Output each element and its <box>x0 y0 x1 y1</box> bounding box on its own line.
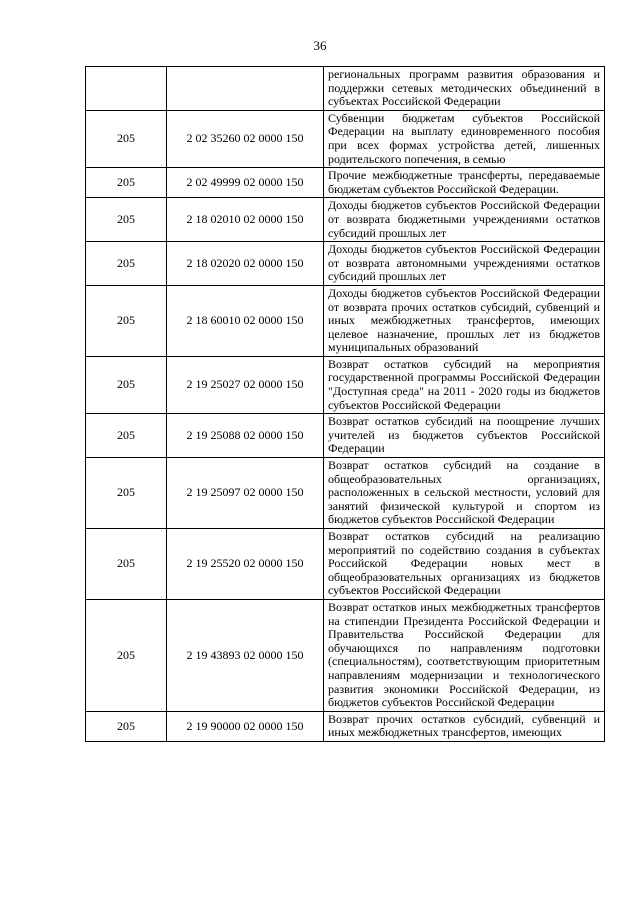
table-body <box>86 67 605 742</box>
admin-code-cell: 205 <box>86 599 167 711</box>
admin-code-cell: 205 <box>86 168 167 198</box>
admin-code-cell: 205 <box>86 711 167 741</box>
budget-classification-code-cell: 2 19 25097 02 0000 150 <box>167 458 324 529</box>
budget-classification-code-cell: 2 18 02010 02 0000 150 <box>167 198 324 242</box>
admin-code-cell <box>86 67 167 111</box>
revenue-name-cell: Доходы бюджетов субъектов Российской Федерации от возврата прочих остатков субсидий, субвенций и иных межбюджетных трансфертов, имеющих целевое назначение, прошлых лет из бюджетов муниципальных образований <box>324 285 605 356</box>
budget-classification-code-cell: 2 02 35260 02 0000 150 <box>167 110 324 167</box>
revenue-name-cell: Прочие межбюджетные трансферты, передаваемые бюджетам субъектов Российской Федерации. <box>324 168 605 198</box>
revenue-codes-table <box>85 66 605 742</box>
table-row <box>86 110 605 167</box>
budget-classification-code-cell: 2 18 60010 02 0000 150 <box>167 285 324 356</box>
revenue-name-cell: Возврат остатков субсидий на реализацию мероприятий по содействию создания в субъектах Российской Федерации новых мест в общеобразовательных организациях из бюджетов субъектов Российской Федерации <box>324 529 605 600</box>
table-row <box>86 599 605 711</box>
revenue-name-cell: Возврат остатков субсидий на поощрение лучших учителей из бюджетов субъектов Российской Федерации <box>324 414 605 458</box>
admin-code-cell: 205 <box>86 529 167 600</box>
table-row <box>86 414 605 458</box>
revenue-name-cell: Доходы бюджетов субъектов Российской Федерации от возврата автономными учреждениями остатков субсидий прошлых лет <box>324 242 605 286</box>
budget-classification-code-cell: 2 18 02020 02 0000 150 <box>167 242 324 286</box>
revenue-name-cell: региональных программ развития образования и поддержки сетевых методических объединений в субъектах Российской Федерации <box>324 67 605 111</box>
revenue-name-cell: Возврат остатков иных межбюджетных трансфертов на стипендии Президента Российской Федерации и Правительства Российской Федерации для обучающихся по направлениям подготовки (специальностям), соответствующим приоритетным направлениям модернизации и технологического развития экономики Российской Федерации, из бюджетов субъектов Российской Федерации <box>324 599 605 711</box>
page-number: 36 <box>313 38 327 53</box>
table-row <box>86 458 605 529</box>
admin-code-cell: 205 <box>86 414 167 458</box>
budget-classification-code-cell: 2 19 25027 02 0000 150 <box>167 356 324 413</box>
revenue-name-cell: Возврат остатков субсидий на создание в общеобразовательных организациях, расположенных в сельской местности, условий для занятий физической культурой и спортом из бюджетов субъектов Российской Федерации <box>324 458 605 529</box>
revenue-name-cell: Субвенции бюджетам субъектов Российской Федерации на выплату единовременного пособия при всех формах устройства детей, лишенных родительского попечения, в семью <box>324 110 605 167</box>
revenue-name-cell: Доходы бюджетов субъектов Российской Федерации от возврата бюджетными учреждениями остатков субсидий прошлых лет <box>324 198 605 242</box>
table-row <box>86 711 605 741</box>
budget-classification-code-cell: 2 19 43893 02 0000 150 <box>167 599 324 711</box>
table-row <box>86 529 605 600</box>
revenue-name-cell: Возврат остатков субсидий на мероприятия государственной программы Российской Федерации "Доступная среда" на 2011 - 2020 годы из бюджетов субъектов Российской Федерации <box>324 356 605 413</box>
budget-classification-code-cell: 2 02 49999 02 0000 150 <box>167 168 324 198</box>
table-row <box>86 168 605 198</box>
admin-code-cell: 205 <box>86 285 167 356</box>
admin-code-cell: 205 <box>86 198 167 242</box>
budget-classification-code-cell: 2 19 25520 02 0000 150 <box>167 529 324 600</box>
table-row <box>86 285 605 356</box>
admin-code-cell: 205 <box>86 242 167 286</box>
admin-code-cell: 205 <box>86 458 167 529</box>
table-row <box>86 356 605 413</box>
budget-classification-code-cell: 2 19 25088 02 0000 150 <box>167 414 324 458</box>
table-row <box>86 198 605 242</box>
table-row <box>86 67 605 111</box>
budget-classification-code-cell <box>167 67 324 111</box>
admin-code-cell: 205 <box>86 356 167 413</box>
table-row <box>86 242 605 286</box>
budget-classification-code-cell: 2 19 90000 02 0000 150 <box>167 711 324 741</box>
revenue-name-cell: Возврат прочих остатков субсидий, субвенций и иных межбюджетных трансфертов, имеющих <box>324 711 605 741</box>
admin-code-cell: 205 <box>86 110 167 167</box>
